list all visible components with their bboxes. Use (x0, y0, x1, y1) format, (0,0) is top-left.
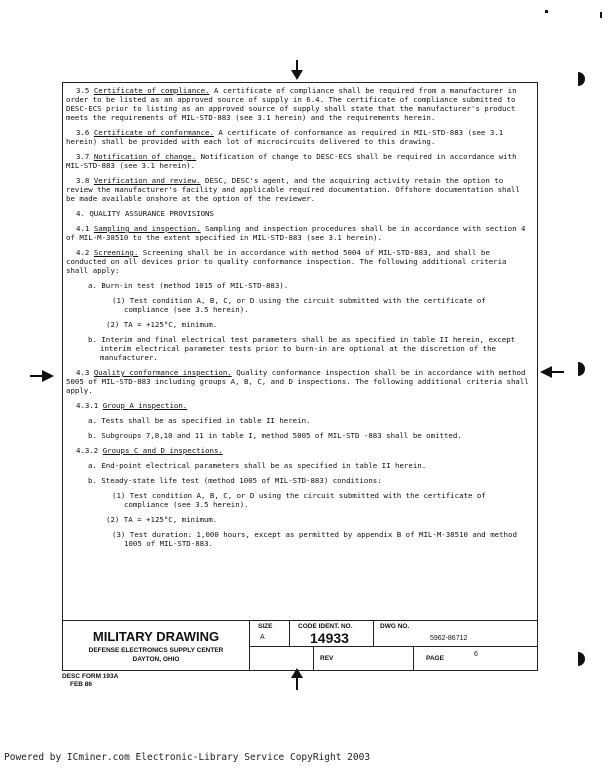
heading: Certificate of compliance. (93, 86, 210, 95)
paragraph-4-3: 4.3 Quality conformance inspection. Quality conformance inspection shall be in accordance with method 5005 of MIL-STD-883 including groups A, B, C, and D inspections. The following additional criteria shall apply. (66, 368, 529, 395)
paragraph-3-8: 3.8 Verification and review. DESC, DESC's agent, and the acquiring activity retain the option to review the manufacturer's facility and applicable required documentation. Offshore documentation shall be made available onshore at the option of the reviewer. (66, 176, 520, 203)
dwg-label: DWG NO. (380, 623, 410, 630)
form-number: DESC FORM 193A FEB 86 (62, 673, 119, 688)
top-arrow-icon (291, 70, 303, 80)
binder-hole-icon (578, 652, 585, 666)
org-location: DAYTON, OHIO (132, 656, 180, 663)
code-cell (289, 620, 374, 647)
list-item: (2) TA = +125°C, minimum. (106, 320, 218, 329)
list-item: (3) Test duration: 1,000 hours, except as permitted by appendix B of MIL-M-38510 and method 1005 of MIL-STD-883. (112, 530, 517, 548)
document-body (66, 86, 532, 554)
paragraph-3-5: 3.5 Certificate of compliance. A certificate of compliance shall be required from a manufacturer in order to be listed as an approved source of supply in 6.4. The certificate of compliance submitted to DESC-ECS prior to listing as an approved source of supply shall state that the manufacturer's product meets the requirements of MIL-STD-883 (see 3.1 herein) and the requirements herein. (66, 86, 517, 122)
heading: Group A inspection. (102, 401, 188, 410)
list-item: (2) TA = +125°C, minimum. (106, 515, 218, 524)
left-arrow-icon (42, 370, 54, 382)
page-label: PAGE (426, 655, 444, 662)
paragraph-3-7: 3.7 Notification of change. Notification of change to DESC-ECS shall be required in accordance with MIL-STD-883 (see 3.1 herein). (66, 152, 517, 170)
rev-label: REV (320, 655, 334, 662)
list-item: b. Steady-state life test (method 1005 of MIL-STD-883) conditions: (88, 476, 382, 485)
right-arrow-icon (540, 366, 552, 378)
size-cell (249, 620, 290, 647)
heading: Notification of change. (93, 152, 197, 161)
code-label: CODE IDENT. NO. (298, 623, 353, 630)
page-value: 6 (474, 651, 478, 658)
footer-copyright: Powered by ICminer.com Electronic-Library Service CopyRight 2003 (4, 752, 371, 763)
section-4-heading: 4. QUALITY ASSURANCE PROVISIONS (76, 209, 214, 218)
dwg-value: 5962-86712 (430, 635, 468, 642)
blank-cell (249, 646, 314, 671)
corner-mark (545, 10, 548, 13)
rev-cell (313, 646, 414, 671)
list-item: a. End-point electrical parameters shall be as specified in table II herein. (88, 461, 427, 470)
org-name: DEFENSE ELECTRONICS SUPPLY CENTER (88, 647, 224, 654)
heading: Verification and review. (93, 176, 201, 185)
heading: Certificate of conformance. (93, 128, 214, 137)
paragraph-4-2: 4.2 Screening. Screening shall be in accordance with method 5004 of MIL-STD-883, and shall be conducted on all devices prior to quality conformance inspection. The following additional criteria shall apply: (66, 248, 507, 275)
title-block (62, 620, 538, 671)
binder-hole-icon (578, 72, 585, 86)
heading: Quality conformance inspection. (93, 368, 232, 377)
corner-mark (600, 12, 602, 18)
page-cell (413, 646, 538, 671)
list-item: b. Interim and final electrical test parameters shall be as specified in table II herein, except interim electrical parameter tests prior to burn-in are optional at the discretion of the manufacturer. (88, 335, 516, 362)
drawing-title: MILITARY DRAWING (92, 629, 220, 644)
size-value: A (260, 634, 265, 641)
size-label: SIZE (258, 623, 273, 630)
list-item: (1) Test condition A, B, C, or D using the circuit submitted with the certificate of compliance (see 3.5 herein). (112, 296, 486, 314)
paragraph-4-3-2: 4.3.2 Groups C and D inspections. (76, 446, 223, 455)
code-value: 14933 (310, 630, 349, 646)
list-item: (1) Test condition A, B, C, or D using the circuit submitted with the certificate of compliance (see 3.5 herein). (112, 491, 486, 509)
title-cell (63, 620, 249, 671)
list-item: a. Tests shall be as specified in table II herein. (88, 416, 311, 425)
paragraph-4-3-1: 4.3.1 Group A inspection. (76, 401, 188, 410)
bottom-arrow-stem (296, 678, 298, 690)
heading: Groups C and D inspections. (102, 446, 223, 455)
heading: Screening. (93, 248, 139, 257)
list-item: b. Subgroups 7,8,10 and 11 in table I, method 5005 of MIL-STD -883 shall be omitted. (88, 431, 462, 440)
right-arrow-stem (550, 371, 564, 373)
paragraph-3-6: 3.6 Certificate of conformance. A certificate of conformance as required in MIL-STD-883 (see 3.1 herein) shall be provided with each lot of microcircuits delivered to this drawing. (66, 128, 504, 146)
list-item: a. Burn-in test (method 1015 of MIL-STD-883). (88, 281, 289, 290)
binder-hole-icon (578, 362, 585, 376)
paragraph-4-1: 4.1 Sampling and inspection. Sampling and inspection procedures shall be in accordance with section 4 of MIL-M-38510 to the extent specified in MIL-STD-883 (see 3.1 herein). (66, 224, 526, 242)
dwg-cell (373, 620, 538, 647)
heading: Sampling and inspection. (93, 224, 201, 233)
